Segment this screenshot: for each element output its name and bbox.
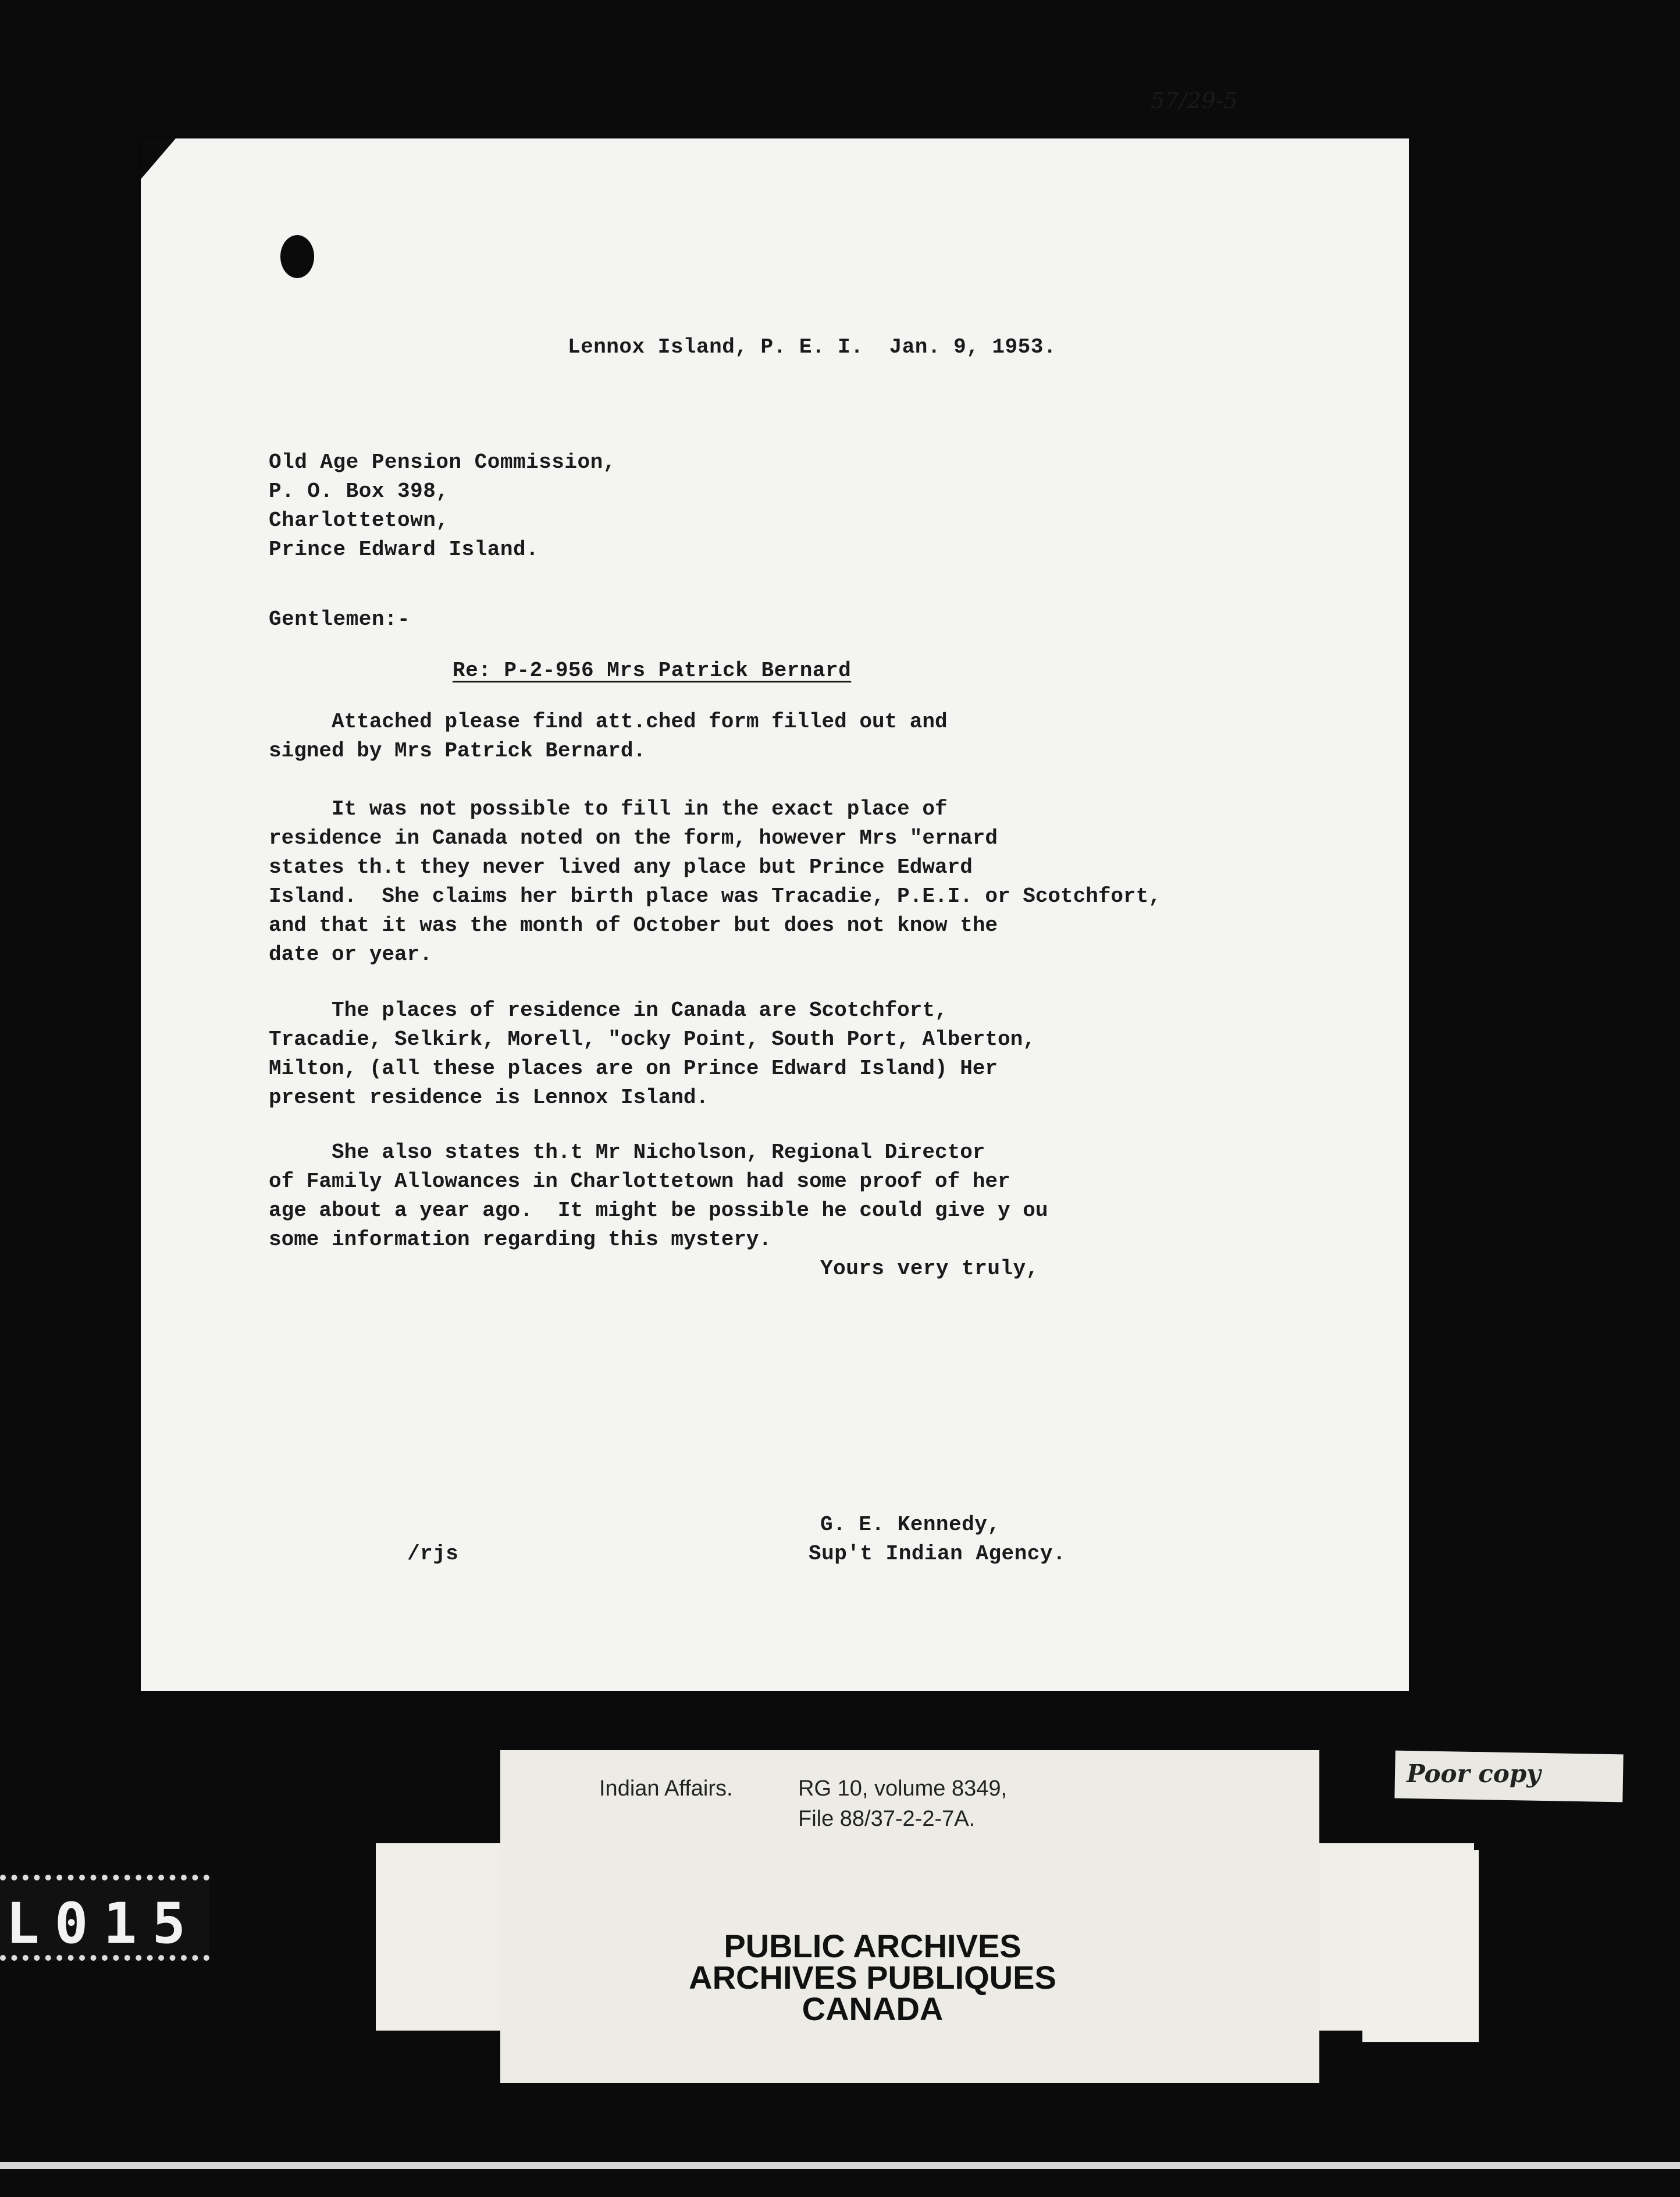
archive-band-edge [1362, 1850, 1479, 2042]
paragraph-line: present residence is Lennox Island. [269, 1086, 709, 1110]
subject-line: Re: P-2-956 Mrs Patrick Bernard [453, 659, 852, 682]
paragraph-line: residence in Canada noted on the form, however Mrs "ernard [269, 826, 998, 850]
archives-stamp [611, 1928, 1134, 2027]
paragraph-line: It was not possible to fill in the exact place of [269, 797, 948, 821]
paragraph-line: The places of residence in Canada are Scotchfort, [269, 998, 948, 1022]
paragraph-line: and that it was the month of October but does not know the [269, 913, 998, 937]
archives-title-line: ARCHIVES PUBLIQUES [689, 1959, 1056, 1996]
film-frame-counter [0, 1875, 209, 1961]
dateline: Lennox Island, P. E. I. Jan. 9, 1953. [568, 335, 1056, 359]
closing: Yours very truly, [820, 1257, 1039, 1281]
frame-counter-text: L015 [6, 1891, 201, 1956]
address-line: Prince Edward Island. [269, 538, 539, 561]
typist-initials: /rjs [407, 1542, 459, 1566]
archives-title-line: PUBLIC ARCHIVES [724, 1928, 1021, 1964]
archive-agency: Indian Affairs. [599, 1776, 733, 1801]
paragraph-line: states th.t they never lived any place but Prince Edward [269, 855, 973, 879]
signature-name: G. E. Kennedy, [820, 1513, 1001, 1537]
paragraph-2 [269, 795, 1161, 969]
address-line: Old Age Pension Commission, [269, 450, 616, 474]
paragraph-line: signed by Mrs Patrick Bernard. [269, 739, 646, 763]
poor-copy-note: Poor copy [1407, 1759, 1541, 1788]
paragraph-line: Milton, (all these places are on Prince Edward Island) Her [269, 1057, 998, 1080]
paragraph-line: date or year. [269, 943, 432, 966]
film-edge [0, 2162, 1680, 2169]
paragraph-line: of Family Allowances in Charlottetown had some proof of her [269, 1169, 1010, 1193]
address-line: P. O. Box 398, [269, 479, 449, 503]
paragraph-line: Attached please find att.ched form filled out and [269, 710, 948, 734]
archive-reference-line: File 88/37-2-2-7A. [798, 1807, 976, 1831]
paragraph-line: She also states th.t Mr Nicholson, Regional Director [269, 1140, 985, 1164]
punch-hole [280, 235, 314, 278]
file-reference: 57/29-5 [1151, 88, 1238, 113]
paragraph-line: age about a year ago. It might be possible he could give y ou [269, 1199, 1048, 1222]
paragraph-line: Island. She claims her birth place was Tracadie, P.E.I. or Scotchfort, [269, 884, 1161, 908]
paragraph-line: some information regarding this mystery. [269, 1228, 772, 1252]
paragraph-1 [269, 708, 948, 766]
archive-reference-line: RG 10, volume 8349, [798, 1776, 1008, 1801]
paragraph-4 [269, 1138, 1048, 1254]
folded-corner [141, 138, 176, 179]
address-line: Charlottetown, [269, 509, 449, 532]
salutation: Gentlemen:- [269, 607, 411, 631]
archives-title-line: CANADA [802, 1990, 944, 2027]
signature-title: Sup't Indian Agency. [809, 1542, 1066, 1566]
paragraph-3 [269, 996, 1035, 1112]
paragraph-line: Tracadie, Selkirk, Morell, "ocky Point, South Port, Alberton, [269, 1028, 1035, 1051]
